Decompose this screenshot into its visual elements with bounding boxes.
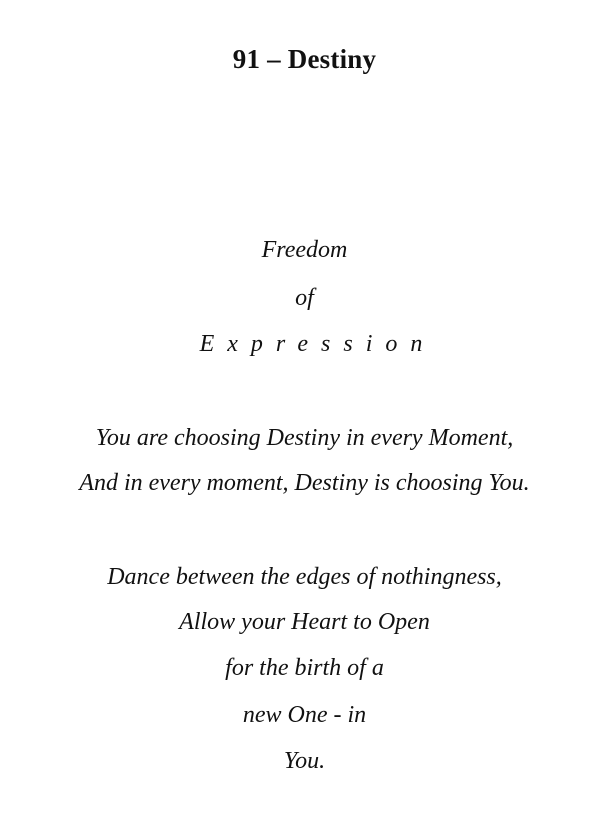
stanza2-line-4: new One - in	[242, 702, 367, 728]
stanza2-line-5: You.	[283, 748, 326, 774]
stanza2-line-2: Allow your Heart to Open	[179, 609, 430, 635]
stanza1-line-1: You are choosing Destiny in every Moment,	[95, 425, 514, 451]
stanza2-line-1: Dance between the edges of nothingness,	[107, 564, 502, 590]
heading-line-of: of	[295, 285, 314, 311]
heading-line-freedom: Freedom	[261, 237, 348, 263]
heading-line-expression: Expression	[199, 331, 436, 357]
poem-title: 91 – Destiny	[232, 44, 377, 74]
stanza2-line-3: for the birth of a	[225, 655, 384, 681]
stanza1-line-2: And in every moment, Destiny is choosing You.	[79, 470, 530, 496]
